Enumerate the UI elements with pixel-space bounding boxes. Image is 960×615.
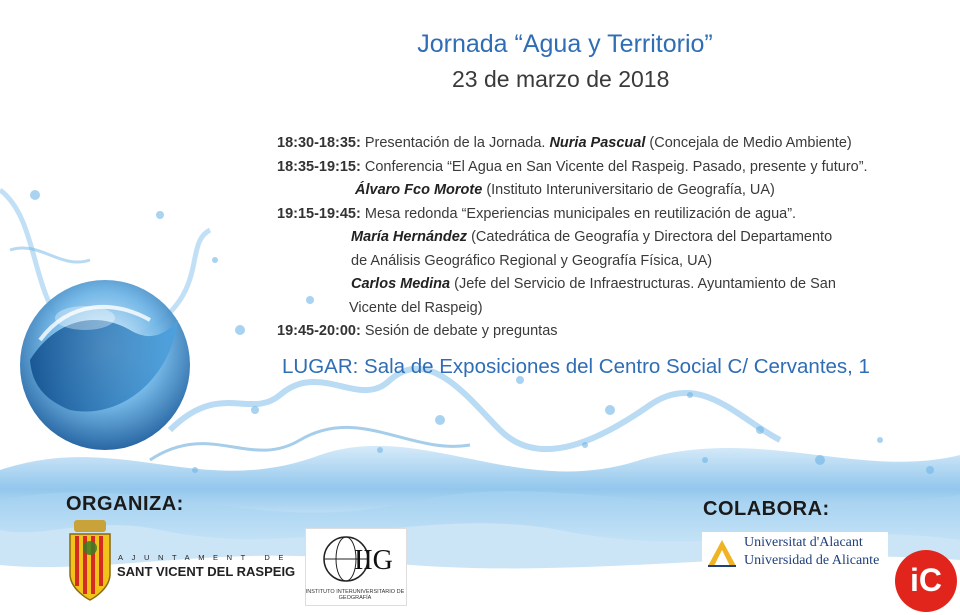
program-line: 19:45-20:00: Sesión de debate y preguntas bbox=[277, 323, 558, 339]
venue-text: LUGAR: Sala de Exposiciones del Centro Social C/ Cervantes, 1 bbox=[282, 355, 870, 378]
iig-logo-subtitle: INSTITUTO INTERUNIVERSITARIO DE GEOGRAFÍA bbox=[305, 589, 405, 601]
colabora-label: COLABORA: bbox=[703, 498, 830, 520]
program-line: 18:35-19:15: Conferencia “El Agua en San Vicente del Raspeig. Pasado, presente y futuro”. bbox=[277, 158, 868, 175]
program-line: 19:15-19:45: Mesa redonda “Experiencias municipales en reutilización de agua”. bbox=[277, 205, 797, 222]
iig-logo-text: IIG bbox=[354, 545, 393, 576]
program-line: María Hernández (Catedrática de Geografía y Directora del Departamento bbox=[351, 229, 833, 245]
sant-vicent-logo-name: SANT VICENT DEL RASPEIG bbox=[117, 564, 296, 579]
organiza-label: ORGANIZA: bbox=[66, 493, 184, 515]
ic-badge-text: iC bbox=[910, 562, 942, 598]
sant-vicent-coat-of-arms-logo bbox=[66, 520, 114, 602]
program-line: Carlos Medina (Jefe del Servicio de Infraestructuras. Ayuntamiento de San bbox=[351, 276, 836, 292]
event-title: Jornada “Agua y Territorio” bbox=[417, 30, 713, 58]
iig-globe-icon bbox=[306, 529, 406, 591]
program-line: 18:30-18:35: Presentación de la Jornada. Nuria Pascual (Concejala de Medio Ambiente) bbox=[277, 135, 852, 151]
ic-badge-logo bbox=[895, 550, 957, 612]
program-schedule bbox=[277, 132, 877, 344]
program-line: Álvaro Fco Morote (Instituto Interuniversitario de Geografía, UA) bbox=[355, 182, 775, 198]
program-line: Vicente del Raspeig) bbox=[349, 299, 483, 316]
ua-logo-line2: Universidad de Alicante bbox=[744, 553, 880, 568]
ua-triangle-icon bbox=[706, 538, 738, 568]
sant-vicent-logo-top: AJUNTAMENT DE bbox=[118, 553, 293, 562]
program-line: de Análisis Geográfico Regional y Geografía Física, UA) bbox=[351, 252, 713, 269]
ua-logo-line1: Universitat d'Alacant bbox=[744, 535, 863, 550]
event-date: 23 de marzo de 2018 bbox=[452, 66, 670, 92]
